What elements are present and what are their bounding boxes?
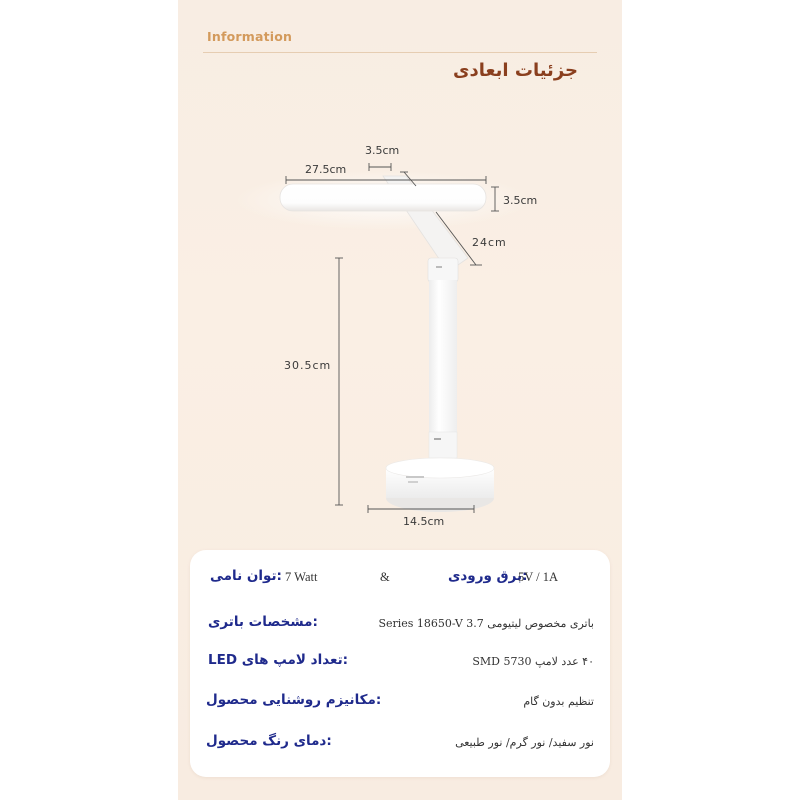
spec-value-color-temp: نور سفید/ نور گرم/ نور طبیعی <box>455 736 594 749</box>
info-label: Information <box>207 29 293 44</box>
dim-head-width: 3.5cm <box>365 144 400 157</box>
spec-value-led-count: ۴۰ عدد لامپ SMD 5730 <box>472 655 594 668</box>
spec-row-battery <box>190 614 610 638</box>
product-info-panel <box>178 0 622 800</box>
dim-head-thickness: 3.5cm <box>503 194 538 207</box>
lamp-dimension-diagram <box>178 0 622 545</box>
dim-total-height: 30.5cm <box>284 359 332 372</box>
spec-label-input-power: :برق ورودی <box>448 568 528 584</box>
spec-label-led-count: :تعداد لامپ های LED <box>208 652 349 668</box>
specs-card <box>190 550 610 777</box>
spec-label-brightness: :مکانیزم روشنایی محصول <box>206 692 382 708</box>
dim-arm-length: 24cm <box>472 236 507 249</box>
lamp-illustration <box>178 0 622 545</box>
spec-row-power <box>190 568 610 592</box>
spec-value-rated-power: 7 Watt <box>285 570 318 584</box>
section-title: جزئیات ابعادی <box>453 60 578 81</box>
spec-separator: & <box>380 570 390 584</box>
spec-row-brightness <box>190 692 610 716</box>
spec-row-led <box>190 652 610 676</box>
spec-label-rated-power: :توان نامی <box>210 568 282 584</box>
spec-label-battery: :مشخصات باتری <box>208 614 318 630</box>
spec-row-color-temp <box>190 733 610 757</box>
spec-value-brightness: تنظیم بدون گام <box>523 695 594 708</box>
spec-value-input-power: 5V / 1A <box>518 570 559 584</box>
dim-head-length: 27.5cm <box>305 163 347 176</box>
spec-value-battery: باتری مخصوص لیتیومی Series 18650-V 3.7 <box>378 617 594 630</box>
dim-base-diameter: 14.5cm <box>403 515 445 528</box>
spec-label-color-temp: :دمای رنگ محصول <box>206 733 332 749</box>
